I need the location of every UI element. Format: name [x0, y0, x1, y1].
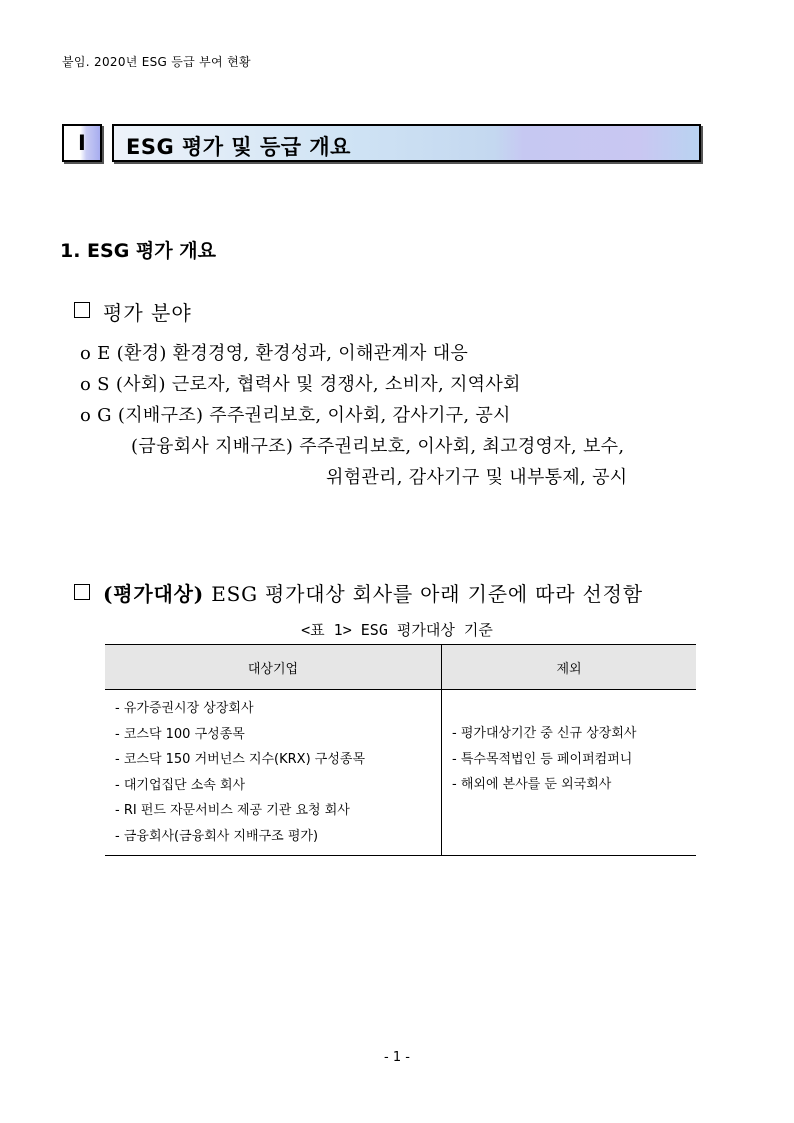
eval-area-item-g — [80, 401, 511, 427]
eval-area-text: G (지배구조) 주주권리보호, 이사회, 감사기구, 공시 — [97, 405, 511, 426]
chapter-title-box — [112, 124, 701, 162]
bullet: o — [80, 405, 92, 426]
included-item: - RI 펀드 자문서비스 제공 기관 요청 회사 — [115, 803, 350, 818]
eval-target-table — [105, 644, 696, 856]
excluded-item: - 특수목적법인 등 페이퍼컴퍼니 — [452, 751, 633, 767]
checkbox-icon — [74, 302, 90, 318]
chapter-number-box — [62, 124, 102, 162]
eval-area-item-s — [80, 370, 521, 396]
bullet: o — [80, 343, 92, 364]
included-item: - 금융회사(금융회사 지배구조 평가) — [115, 828, 319, 844]
table-header-included: 대상기업 — [105, 645, 442, 690]
eval-target-label: (평가대상) — [103, 582, 205, 606]
attachment-note: 붙임. 2020년 ESG 등급 부여 현황 — [62, 55, 251, 69]
eval-areas-heading: 평가 분야 — [103, 301, 192, 325]
finance-governance-line-2: 위험관리, 감사기구 및 내부통제, 공시 — [326, 467, 628, 488]
excluded-cell — [442, 690, 697, 856]
chapter-number: Ⅰ — [78, 131, 86, 155]
table-caption: <표 1> ESG 평가대상 기준 — [301, 621, 493, 639]
eval-target-heading — [103, 578, 643, 607]
eval-area-text: S (사회) 근로자, 협력사 및 경쟁사, 소비자, 지역사회 — [97, 374, 521, 395]
eval-target-text: ESG 평가대상 회사를 아래 기준에 따라 선정함 — [211, 582, 643, 606]
included-cell — [105, 690, 442, 856]
included-item: - 코스닥 100 구성종목 — [115, 726, 245, 742]
included-item: - 유가증권시장 상장회사 — [115, 701, 254, 716]
bullet: o — [80, 374, 92, 395]
chapter-title: ESG 평가 및 등급 개요 — [126, 135, 351, 159]
page-number: - 1 - — [384, 1050, 410, 1065]
table-row — [105, 690, 696, 856]
excluded-item: - 평가대상기간 중 신규 상장회사 — [452, 726, 637, 741]
included-item: - 코스닥 150 거버넌스 지수(KRX) 구성종목 — [115, 752, 366, 767]
finance-governance-line-1: (금융회사 지배구조) 주주권리보호, 이사회, 최고경영자, 보수, — [131, 436, 625, 457]
checkbox-icon — [74, 584, 90, 600]
eval-area-text: E (환경) 환경경영, 환경성과, 이해관계자 대응 — [97, 343, 469, 364]
table-header-excluded: 제외 — [442, 645, 697, 690]
section-title: 1. ESG 평가 개요 — [60, 240, 216, 262]
eval-area-item-e — [80, 339, 468, 365]
included-item: - 대기업집단 소속 회사 — [115, 777, 246, 793]
excluded-item: - 해외에 본사를 둔 외국회사 — [452, 777, 612, 792]
